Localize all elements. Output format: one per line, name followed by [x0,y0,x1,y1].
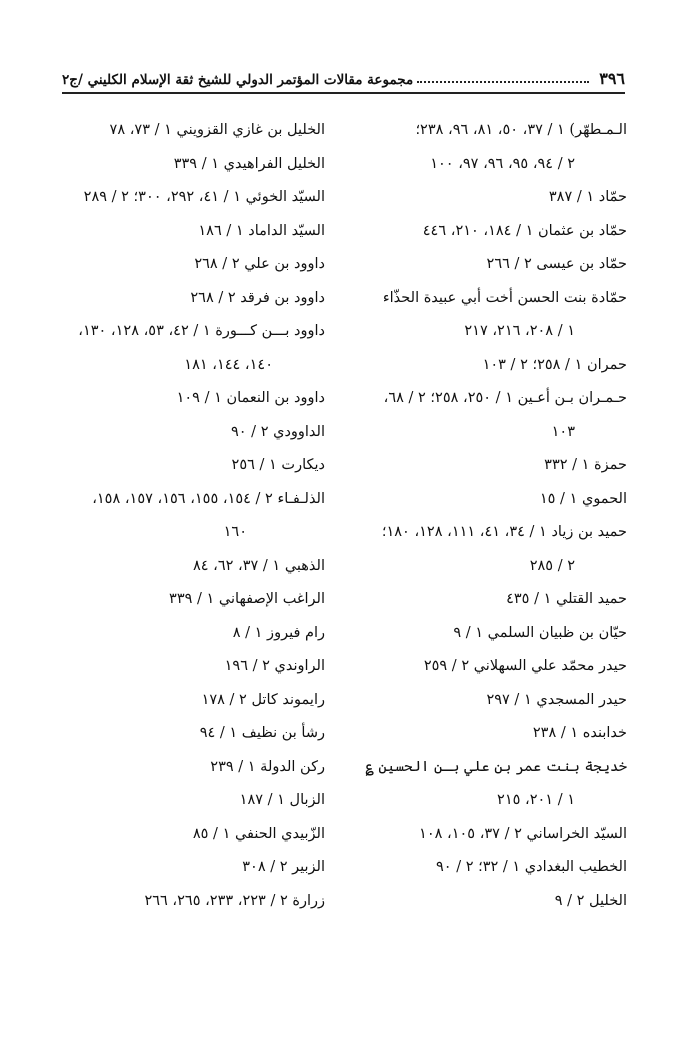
index-entry: رام فيروز ١ / ٨ [232,624,325,641]
page-number: ٣٩٦ [599,69,625,88]
index-entry: زرارة ٢ / ٢٢٣، ٢٣٣، ٢٦٥، ٢٦٦ [144,892,325,909]
index-entry: حمّادة بنت الحسن أخت أبي عبيدة الحذّاء [382,289,627,306]
index-entry: حيدر المسجدي ١ / ٢٩٧ [486,691,627,708]
index-entry: الزّبيدي الحنفي ١ / ٨٥ [192,825,325,842]
index-entry: حمّاد بن عثمان ١ / ١٨٤، ٢١٠، ٤٤٦ [422,222,627,239]
index-entry: الخطيب البغدادي ١ / ٣٢؛ ٢ / ٩٠ [436,859,627,875]
index-entry: الراوندي ٢ / ١٩٦ [224,658,325,674]
index-entry: حيّان بن ظبيان السلمي ١ / ٩ [453,624,627,641]
index-column-right [342,114,627,918]
index-entry: السيّد الخراساني ٢ / ٣٧، ١٠٥، ١٠٨ [419,825,627,842]
index-entry: داوود بـــن كـــورة ١ / ٤٢، ٥٣، ١٢٨، ١٣٠، [78,323,325,339]
index-entry-continuation: ١٠٣ [551,423,575,440]
header-rule [62,92,625,94]
index-entry: الحموي ١ / ١٥ [539,490,627,507]
index-column-left [53,114,325,918]
index-entry: الداوودي ٢ / ٩٠ [231,423,325,440]
index-entry: حمران ١ / ٢٥٨؛ ٢ / ١٠٣ [482,356,627,373]
index-entry: الزبير ٢ / ٣٠٨ [242,859,325,875]
index-entry: رشأ بن نظيف ١ / ٩٤ [199,725,325,741]
index-entry: الذهبي ١ / ٣٧، ٦٢، ٨٤ [192,557,325,574]
page-header [62,62,625,88]
index-entry-continuation: ١ / ٢٠١، ٢١٥ [497,792,575,808]
index-entry: رايموند كاتل ٢ / ١٧٨ [201,691,325,708]
index-entry-continuation: ١٦٠ [223,524,247,540]
index-entry: ركن الدولة ١ / ٢٣٩ [210,758,325,775]
index-entry: حميد بن زياد ١ / ٣٤، ٤١، ١١١، ١٢٨، ١٨٠؛ [381,524,627,540]
index-entry: حمّاد بن عيسى ٢ / ٢٦٦ [486,256,627,272]
index-entry-continuation: ٢ / ٢٨٥ [529,557,575,574]
index-entry: حميد القتلي ١ / ٤٣٥ [506,591,627,607]
index-entry: الخليل الفراهيدي ١ / ٣٣٩ [173,155,325,172]
index-entry: الراغب الإصفهاني ١ / ٣٣٩ [169,591,325,607]
running-title: مجموعة مقالات المؤتمر الدولي للشيخ ثقة الإسلام الكليني /ج٢ [62,72,414,88]
index-entry: الخليل بن غازي القزويني ١ / ٧٣، ٧٨ [109,122,325,138]
index-entry: الذلـفـاء ٢ / ١٥٤، ١٥٥، ١٥٦، ١٥٧، ١٥٨، [92,490,325,507]
index-entry: خدابنده ١ / ٢٣٨ [532,725,627,741]
index-entry: حيدر محمّد علي السهلاني ٢ / ٢٥٩ [423,658,627,674]
index-entry-continuation: ٢ / ٩٤، ٩٥، ٩٦، ٩٧، ١٠٠ [430,155,575,172]
index-entry: الزبال ١ / ١٨٧ [239,792,325,808]
index-entry-continuation: ١٤٠، ١٤٤، ١٨١ [184,356,273,373]
index-entry: داوود بن فرقد ٢ / ٢٦٨ [190,289,325,306]
header-dotted-leader [417,81,589,83]
index-entry: ديكارت ١ / ٢٥٦ [231,457,325,473]
index-entry: حمزة ١ / ٣٣٢ [544,457,627,473]
index-entry: السيّد الداماد ١ / ١٨٦ [198,222,325,239]
index-entry: السيّد الخوئي ١ / ٤١، ٢٩٢، ٣٠٠؛ ٢ / ٢٨٩ [83,189,325,205]
index-entry: داوود بن النعمان ١ / ١٠٩ [176,390,325,406]
index-entry: خديجة بنت عمر بن علي بـن الحسين ؏ [365,758,627,775]
index-entry: الخليل ٢ / ٩ [554,892,627,909]
index-entry-continuation: ١ / ٢٠٨، ٢١٦، ٢١٧ [464,323,575,339]
index-entry: حـمـران بـن أعـين ١ / ٢٥٠، ٢٥٨؛ ٢ / ٦٨، [383,390,627,406]
index-entry: داوود بن علي ٢ / ٢٦٨ [194,256,325,272]
index-entry: الـمـطهّر) ١ / ٣٧، ٥٠، ٨١، ٩٦، ٢٣٨؛ [415,122,627,138]
index-entry: حمّاد ١ / ٣٨٧ [548,189,627,205]
